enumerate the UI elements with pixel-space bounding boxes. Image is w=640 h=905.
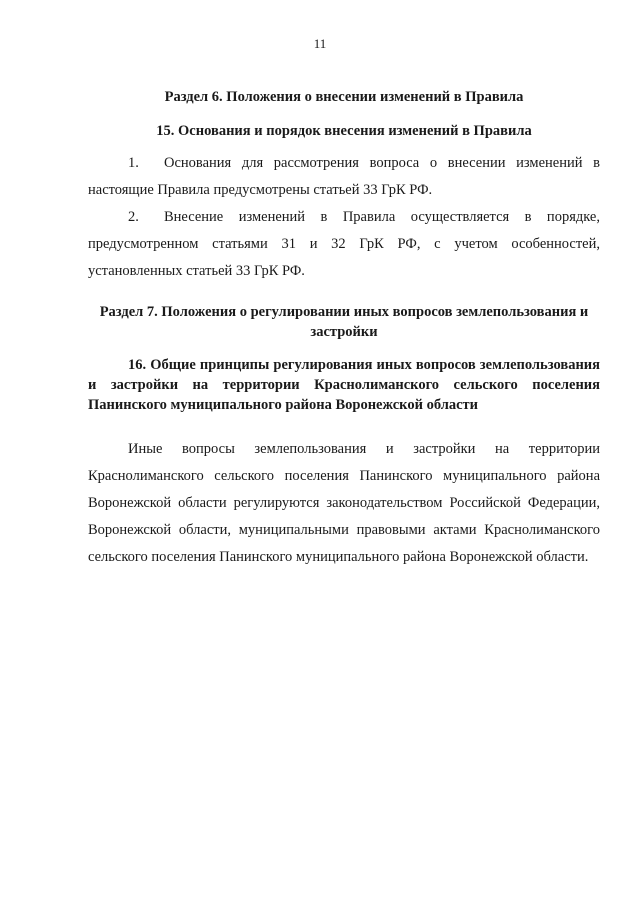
item-text: Внесение изменений в Правила осуществляется в порядке, предусмотренном статьями 31 и 32 ГрК РФ, с учетом особенностей, установленных статьей 33 ГрК РФ. [88, 209, 600, 279]
item-text: Основания для рассмотрения вопроса о внесении изменений в настоящие Правила предусмотрены статьей 33 ГрК РФ. [88, 155, 600, 198]
article-16-text: Иные вопросы землепользования и застройки на территории Краснолиманского сельского поселения Панинского муниципального района Воронежской области регулируются законодательством Российской Федерации, Воронежской области, муниципальными правовыми актами Краснолиманского сельского поселения Панинского муниципального района Воронежской области. [88, 441, 600, 565]
section-6-title: Раздел 6. Положения о внесении изменений в Правила [164, 89, 524, 105]
item-number: 1. [128, 155, 139, 171]
article-16-title: 16. Общие принципы регулирования иных вопросов землепользования и застройки на территории Краснолиманского сельского поселения Панинского муниципального района Воронежской области [88, 357, 600, 413]
article-15-item-2 [88, 204, 600, 285]
article-15-item-1 [88, 150, 600, 204]
section-7-title: Раздел 7. Положения о регулировании иных вопросов землепользования и застройки [99, 304, 589, 340]
item-number: 2. [128, 209, 139, 225]
page-number: 11 [313, 36, 327, 51]
article-15-title: 15. Основания и порядок внесения изменений в Правила [156, 123, 532, 139]
